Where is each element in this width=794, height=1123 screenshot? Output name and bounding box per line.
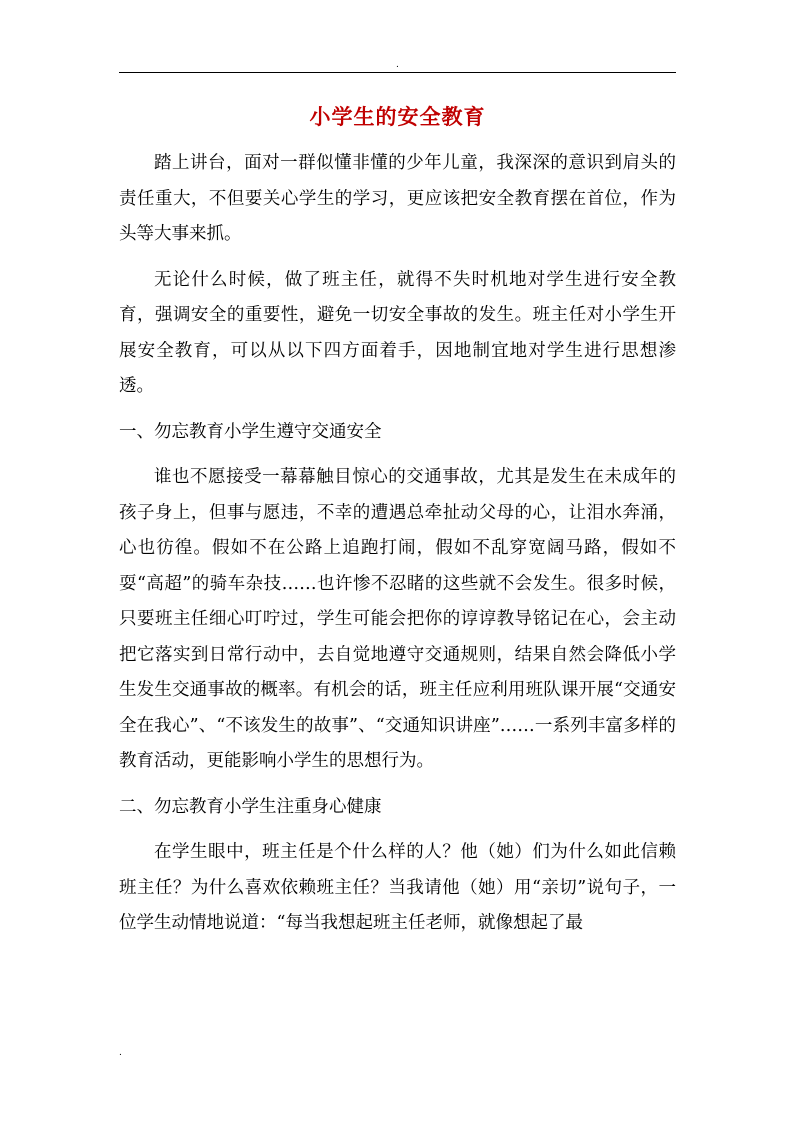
section-heading-health: 二、勿忘教育小学生注重身心健康 [119, 796, 382, 817]
paragraph-overview: 无论什么时候，做了班主任，就得不失时机地对学生进行安全教育，强调安全的重要性，避免一切安全事故的发生。班主任对小学生开展安全教育，可以从以下四方面着手，因地制宜地对学生进行思想渗透。 [119, 269, 676, 396]
paragraph-health: 在学生眼中，班主任是个什么样的人？他（她）们为什么如此信赖班主任？为什么喜欢依赖班主任？当我请他（她）用“亲切”说句子，一位学生动情地说道：“每当我想起班主任老师，就像想起了最 [119, 842, 676, 933]
document-body [119, 146, 676, 952]
header-dot: . [396, 60, 399, 70]
footer-dot: . [119, 1048, 122, 1058]
section-heading-traffic: 一、勿忘教育小学生遵守交通安全 [119, 421, 382, 442]
document-title: 小学生的安全教育 [309, 104, 486, 129]
header-rule [119, 72, 676, 73]
paragraph-intro: 踏上讲台，面对一群似懂非懂的少年儿童，我深深的意识到肩头的责任重大，不但要关心学生的学习，更应该把安全教育摆在首位，作为头等大事来抓。 [119, 153, 676, 244]
paragraph-traffic: 谁也不愿接受一幕幕触目惊心的交通事故，尤其是发生在未成年的孩子身上，但事与愿违，不幸的遭遇总牵扯动父母的心，让泪水奔涌，心也彷徨。假如不在公路上追跑打闹，假如不乱穿宽阔马路，假如不耍“高超”的骑车杂技……也许惨不忍睹的这些就不会发生。很多时候，只要班主任细心叮咛过，学生可能会把你的谆谆教导铭记在心，会主动把它落实到日常行动中，去自觉地遵守交通规则，结果自然会降低小学生发生交通事故的概率。有机会的话，班主任应利用班队课开展“交通安全在我心”、“不该发生的故事”、“交通知识讲座”……一系列丰富多样的教育活动，更能影响小学生的思想行为。 [119, 467, 676, 771]
